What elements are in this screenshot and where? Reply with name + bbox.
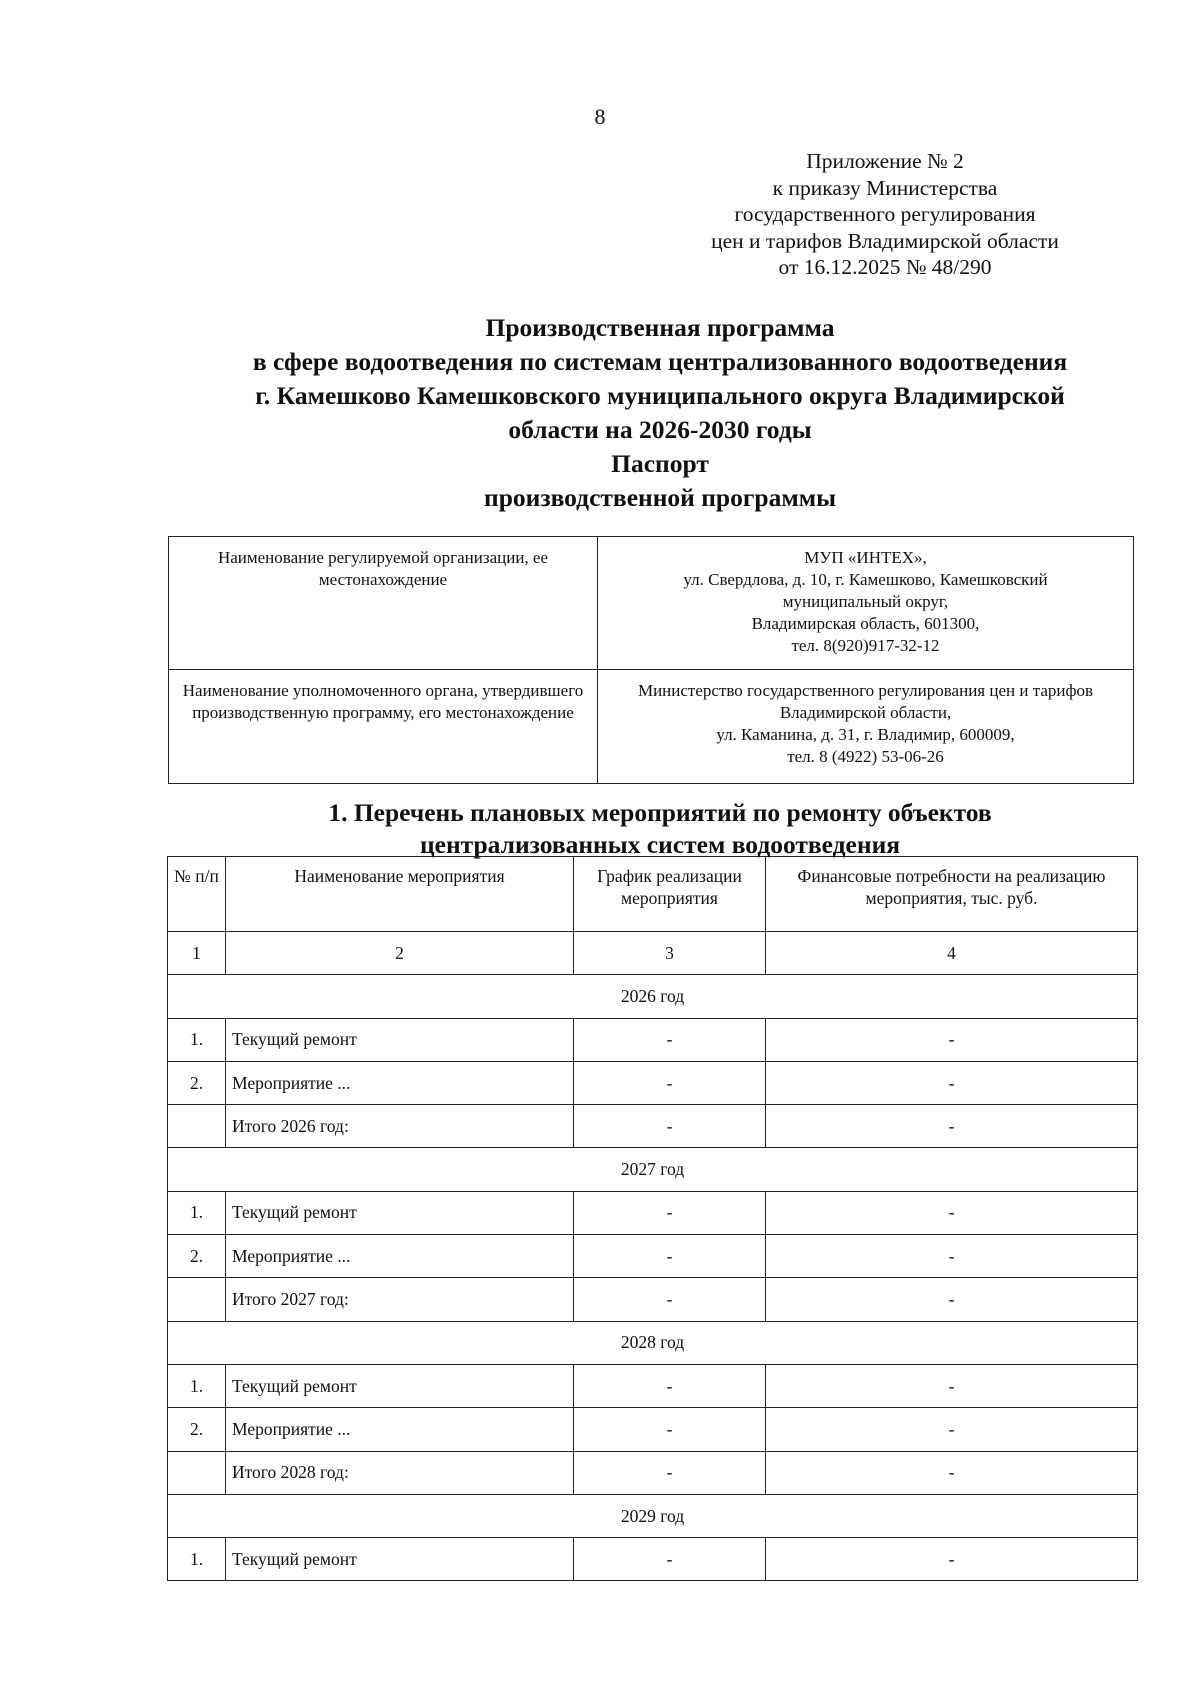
table-row [168, 1278, 1138, 1321]
title-line: в сфере водоотведения по системам централизованного водоотведения [252, 347, 1068, 376]
row-name: Мероприятие ... [226, 1061, 574, 1104]
row-schedule: - [574, 1538, 766, 1581]
passport-row-organization [169, 537, 1134, 670]
table-row [168, 1018, 1138, 1061]
appendix-line: к приказу Министерства [772, 175, 998, 200]
row-num: 1. [168, 1018, 226, 1061]
organization-label: Наименование регулируемой организации, ее местонахождение [169, 537, 598, 670]
row-schedule: - [574, 1105, 766, 1148]
document-title [160, 311, 1160, 515]
column-number-row [168, 932, 1138, 975]
row-schedule: - [574, 1278, 766, 1321]
row-finance: - [766, 1364, 1138, 1407]
table-row [168, 1538, 1138, 1581]
row-schedule: - [574, 1018, 766, 1061]
page-number: 8 [594, 104, 606, 129]
row-finance: - [766, 1278, 1138, 1321]
row-num: 1. [168, 1538, 226, 1581]
section-title-line: централизованных систем водоотведения [419, 830, 901, 859]
row-num: 1. [168, 1191, 226, 1234]
year-label: 2027 год [168, 1148, 1138, 1191]
row-finance: - [766, 1061, 1138, 1104]
row-finance: - [766, 1451, 1138, 1494]
row-name: Мероприятие ... [226, 1408, 574, 1451]
column-number: 1 [168, 932, 226, 975]
row-finance: - [766, 1235, 1138, 1278]
passport-table [168, 536, 1134, 784]
row-schedule: - [574, 1061, 766, 1104]
header-num: № п/п [168, 857, 226, 932]
authority-value [598, 670, 1134, 784]
year-label: 2029 год [168, 1494, 1138, 1537]
table-row [168, 1408, 1138, 1451]
row-schedule: - [574, 1408, 766, 1451]
table-row [168, 1451, 1138, 1494]
organization-address-line: муниципальный округ, [782, 592, 949, 611]
events-table [167, 856, 1138, 1581]
appendix-date-line: от 16.12.2025 № 48/290 [778, 255, 992, 279]
authority-label: Наименование уполномоченного органа, утвердившего производственную программу, его местонахождение [169, 670, 598, 784]
header-name: Наименование мероприятия [226, 857, 574, 932]
row-num: 1. [168, 1364, 226, 1407]
header-finance: Финансовые потребности на реализацию мероприятия, тыс. руб. [766, 857, 1138, 932]
organization-value [598, 537, 1134, 670]
year-label: 2028 год [168, 1321, 1138, 1364]
header-schedule: График реализации мероприятия [574, 857, 766, 932]
table-row [168, 1235, 1138, 1278]
row-name: Итого 2026 год: [226, 1105, 574, 1148]
row-finance: - [766, 1191, 1138, 1234]
appendix-line: цен и тарифов Владимирской области [711, 228, 1059, 253]
row-name: Текущий ремонт [226, 1538, 574, 1581]
organization-phone: тел. 8(920)917-32-12 [791, 636, 940, 655]
row-num [168, 1278, 226, 1321]
row-schedule: - [574, 1364, 766, 1407]
row-name: Текущий ремонт [226, 1018, 574, 1061]
row-name: Итого 2027 год: [226, 1278, 574, 1321]
row-num: 2. [168, 1061, 226, 1104]
row-finance: - [766, 1018, 1138, 1061]
appendix-line: Приложение № 2 [806, 149, 964, 173]
column-number: 3 [574, 932, 766, 975]
table-row [168, 1364, 1138, 1407]
table-row [168, 1061, 1138, 1104]
column-number: 4 [766, 932, 1138, 975]
organization-name: МУП «ИНТЕХ», [804, 548, 927, 567]
row-name: Мероприятие ... [226, 1235, 574, 1278]
row-finance: - [766, 1538, 1138, 1581]
section-title-line: 1. Перечень плановых мероприятий по ремонту объектов [328, 798, 992, 827]
authority-phone: тел. 8 (4922) 53-06-26 [787, 747, 944, 766]
row-name: Текущий ремонт [226, 1364, 574, 1407]
organization-address-line: ул. Свердлова, д. 10, г. Камешково, Камешковский [683, 570, 1048, 589]
row-num: 2. [168, 1408, 226, 1451]
row-num [168, 1105, 226, 1148]
passport-row-authority [169, 670, 1134, 784]
row-schedule: - [574, 1451, 766, 1494]
organization-address-line: Владимирская область, 601300, [751, 614, 980, 633]
title-line: г. Камешково Камешковского муниципального округа Владимирской [255, 381, 1065, 410]
title-line: Производственная программа [485, 313, 835, 342]
row-finance: - [766, 1105, 1138, 1148]
year-row [168, 975, 1138, 1018]
table-row [168, 1191, 1138, 1234]
row-finance: - [766, 1408, 1138, 1451]
row-name: Итого 2028 год: [226, 1451, 574, 1494]
authority-name: Министерство государственного регулирования цен и тарифов [637, 681, 1094, 700]
year-label: 2026 год [168, 975, 1138, 1018]
row-schedule: - [574, 1191, 766, 1234]
appendix-block [650, 148, 1120, 281]
column-number: 2 [226, 932, 574, 975]
row-name: Текущий ремонт [226, 1191, 574, 1234]
row-num: 2. [168, 1235, 226, 1278]
row-num [168, 1451, 226, 1494]
year-row [168, 1494, 1138, 1537]
year-row [168, 1148, 1138, 1191]
table-header-row [168, 857, 1138, 932]
title-line: области на 2026-2030 годы [508, 415, 812, 444]
appendix-line: государственного регулирования [734, 202, 1036, 226]
section-title [160, 797, 1160, 861]
table-row [168, 1105, 1138, 1148]
year-row [168, 1321, 1138, 1364]
row-schedule: - [574, 1235, 766, 1278]
authority-address: ул. Каманина, д. 31, г. Владимир, 600009, [716, 725, 1015, 744]
passport-heading: Паспорт [611, 449, 709, 478]
passport-subheading: производственной программы [484, 483, 836, 512]
events-table-body [168, 857, 1138, 1581]
authority-name-cont: Владимирской области, [779, 703, 952, 722]
